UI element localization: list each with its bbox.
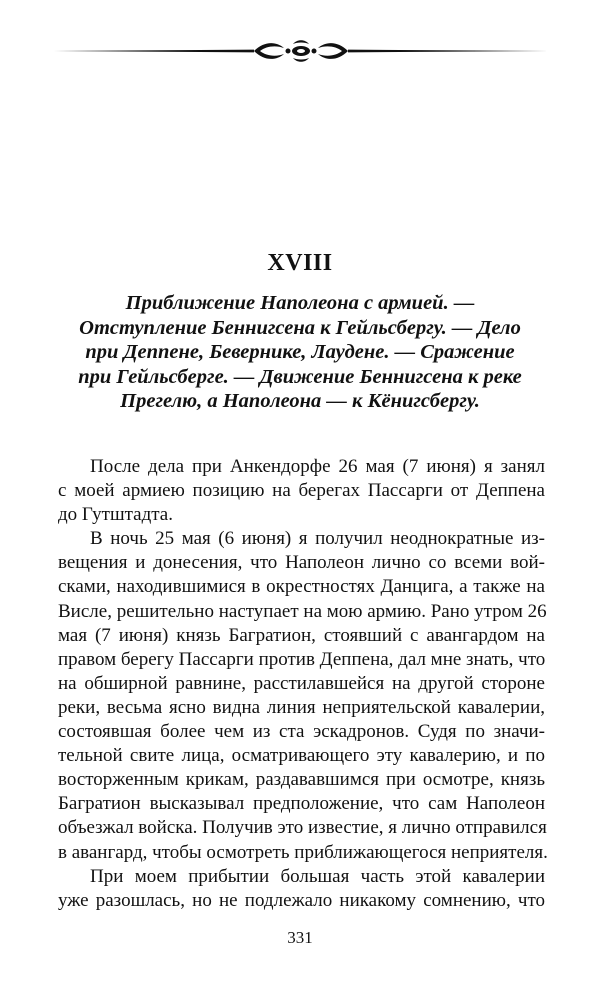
summary-line: Приближение Наполеона с армией. — bbox=[125, 292, 475, 314]
text-line: тельной свите лица, осматривающего эту кавалерию, и по bbox=[58, 745, 545, 767]
summary-line: Прегелю, а Наполеона — к Кёнигсбергу. bbox=[120, 390, 480, 413]
text-line: на обширной равнине, расстилавшейся на другой стороне bbox=[58, 672, 545, 694]
summary-line: при Деппене, Бевернике, Лаудене. — Сражение bbox=[85, 341, 515, 364]
text-line: восторженным крикам, раздававшимся при осмотре, князь bbox=[58, 769, 545, 791]
page-number: 331 bbox=[287, 928, 313, 947]
text-line: уже разошлась, но не подлежало никакому сомнению, что bbox=[58, 889, 545, 911]
text-line: состоявшая более чем из ста эскадронов. Судя по значи- bbox=[58, 721, 545, 743]
text-line: в авангард, чтобы осмотреть приближающегося неприятеля. bbox=[58, 841, 548, 863]
text-line: объезжал войска. Получив это известие, я лично отправился bbox=[58, 817, 547, 839]
header-ornament bbox=[54, 36, 548, 70]
text-line: мая (7 июня) князь Багратион, стоявший с авангардом на bbox=[58, 624, 545, 646]
text-line: После дела при Анкендорфе 26 мая (7 июня) я занял bbox=[90, 456, 545, 477]
text-line: вещения и донесения, что Наполеон лично со всеми вой- bbox=[58, 552, 545, 574]
text-line: В ночь 25 мая (6 июня) я получил неоднократные из- bbox=[90, 528, 545, 550]
chapter-number: XVIII bbox=[267, 250, 333, 276]
text-line: сками, находившимися в окрестностях Данцига, а также на bbox=[58, 576, 545, 598]
text-line: до Гутштадта. bbox=[58, 504, 173, 526]
text-line: При моем прибытии большая часть этой кавалерии bbox=[90, 865, 545, 887]
ornament-right-rule bbox=[348, 50, 548, 53]
text-line: Багратион высказывал предположение, что сам Наполеон bbox=[58, 793, 545, 815]
chapter-summary bbox=[60, 291, 540, 414]
ornament-left-rule bbox=[54, 50, 254, 53]
text-line: Висле, решительно наступает на мою армию. Рано утром 26 bbox=[58, 600, 547, 622]
summary-line: Отступление Беннигсена к Гейльсбергу. — Дело bbox=[79, 316, 521, 339]
text-line: с моей армиею позицию на берегах Пассарги от Деппена bbox=[58, 480, 545, 502]
body-text bbox=[58, 455, 548, 913]
text-line: правом берегу Пассарги против Деппена, дал мне знать, что bbox=[58, 648, 546, 670]
ornament-center-flourish bbox=[254, 40, 348, 62]
summary-line: при Гейльсберге. — Движение Беннигсена к реке bbox=[78, 365, 522, 388]
text-line: реки, весьма ясно видна линия неприятельской кавалерии, bbox=[58, 696, 545, 718]
